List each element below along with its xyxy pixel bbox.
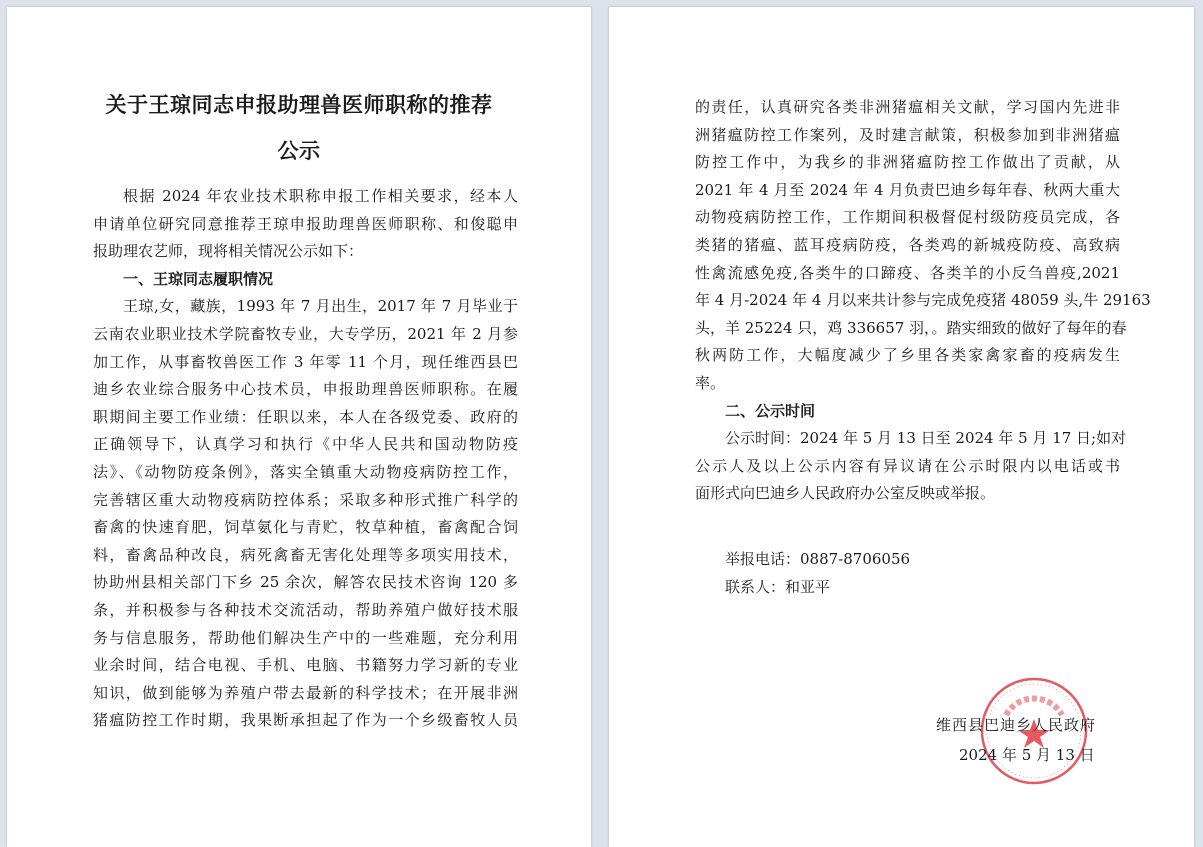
- text-line: 洲猪瘟防控工作案列，及时建言献策，积极参加到非洲猪瘟: [695, 125, 1120, 144]
- text-line: 头，羊 25224 只，鸡 336657 羽，。踏实细致的做好了每年的春: [695, 318, 1127, 337]
- text-line: 根据 2024 年农业技术职称申报工作相关要求，经本人: [123, 187, 518, 205]
- document-title-continued: 公示: [277, 138, 321, 163]
- text-line: 类猪的猪瘟、蓝耳疫病防疫，各类鸡的新城疫防疫、高致病: [695, 235, 1120, 254]
- text-line: 的责任，认真研究各类非洲猪瘟相关文献，学习国内先进非: [695, 98, 1120, 116]
- text-line: 性禽流感免疫,各类牛的口蹄疫、各类羊的小反刍兽疫,2021: [695, 263, 1120, 282]
- text-line: 迪乡农业综合服务中心技术员，申报助理兽医师职称。在履: [93, 380, 518, 399]
- document-page-1: [7, 7, 591, 847]
- text-line: 正确领导下，认真学习和执行《中华人民共和国动物防疫: [93, 435, 518, 454]
- report-phone: 举报电话：0887-8706056: [725, 550, 911, 568]
- text-line: 条，并积极参与各种技术交流活动，帮助养殖户做好技术服: [93, 600, 518, 619]
- document-page-2: [609, 7, 1194, 847]
- text-line: 年 4 月-2024 年 4 月以来共计参与完成免疫猪 48059 头,牛 29163: [695, 291, 1151, 310]
- text-line: 报助理农艺师，现将相关情况公示如下：: [93, 242, 364, 261]
- section-heading: 一、王琼同志履职情况: [123, 269, 274, 288]
- text-line: 云南农业职业技术学院畜牧专业，大专学历，2021 年 2 月参: [93, 324, 518, 343]
- contact-person: 联系人：和亚平: [725, 577, 831, 596]
- text-line: 秋两防工作，大幅度减少了乡里各类家禽家畜的疫病发生: [695, 346, 1120, 365]
- text-line: 知识，做到能够为养殖户带去最新的科学技术；在开展非洲: [93, 683, 518, 702]
- text-line: 加工作，从事畜牧兽医工作 3 年零 11 个月，现任维西县巴: [93, 352, 518, 371]
- text-line: 申请单位研究同意推荐王琼申报助理兽医师职称、和俊聪申: [93, 214, 518, 233]
- text-line: 职期间主要工作业绩：任职以来，本人在各级党委、政府的: [93, 407, 518, 426]
- text-line: 料，畜禽品种改良，病死禽畜无害化处理等多项实用技术，: [93, 545, 518, 564]
- text-line: 公示时间：2024 年 5 月 13 日至 2024 年 5 月 17 日;如对: [725, 429, 1127, 448]
- section-heading: 二、公示时间: [725, 401, 816, 420]
- text-line: 畜禽的快速育肥，饲草氨化与青贮，牧草种植，畜禽配合饲: [93, 518, 518, 537]
- text-line: 法》、《动物防疫条例》，落实全镇重大动物疫病防控工作，: [93, 462, 518, 481]
- text-line: 防控工作中，为我乡的非洲猪瘟防控工作做出了贡献，从: [695, 153, 1120, 172]
- text-line: 王琼,女，藏族，1993 年 7 月出生，2017 年 7 月毕业于: [123, 297, 518, 316]
- contact-block: [695, 546, 1120, 601]
- text-line: 完善辖区重大动物疫病防控体系；采取多种形式推广科学的: [93, 490, 518, 509]
- text-line: 2021 年 4 月至 2024 年 4 月负责巴迪乡每年春、秋两大重大: [695, 180, 1120, 199]
- text-line: 猪瘟防控工作时期，我果断承担起了作为一个乡级畜牧人员: [93, 711, 518, 730]
- page-1-body: [93, 183, 518, 735]
- signing-date: 2024 年 5 月 13 日: [959, 746, 1095, 764]
- text-line: 动物疫病防控工作，工作期间积极督促村级防疫员完成，各: [695, 208, 1120, 227]
- text-line: 公示人及以上公示内容有异议请在公示时限内以电话或书: [695, 456, 1120, 475]
- text-line: 面形式向巴迪乡人民政府办公室反映或举报。: [695, 484, 996, 503]
- document-title: 关于王琼同志申报助理兽医师职称的推荐: [105, 92, 493, 117]
- page-2-body: [695, 94, 1151, 508]
- text-line: 协助州县相关部门下乡 25 余次，解答农民技术咨询 120 多: [93, 573, 518, 592]
- text-line: 率。: [695, 373, 726, 392]
- text-line: 务与信息服务，帮助他们解决生产中的一些难题，充分利用: [93, 628, 518, 647]
- signing-organization: 维西县巴迪乡人民政府: [936, 716, 1097, 734]
- text-line: 业余时间，结合电视、手机、电脑、书籍努力学习新的专业: [93, 656, 518, 675]
